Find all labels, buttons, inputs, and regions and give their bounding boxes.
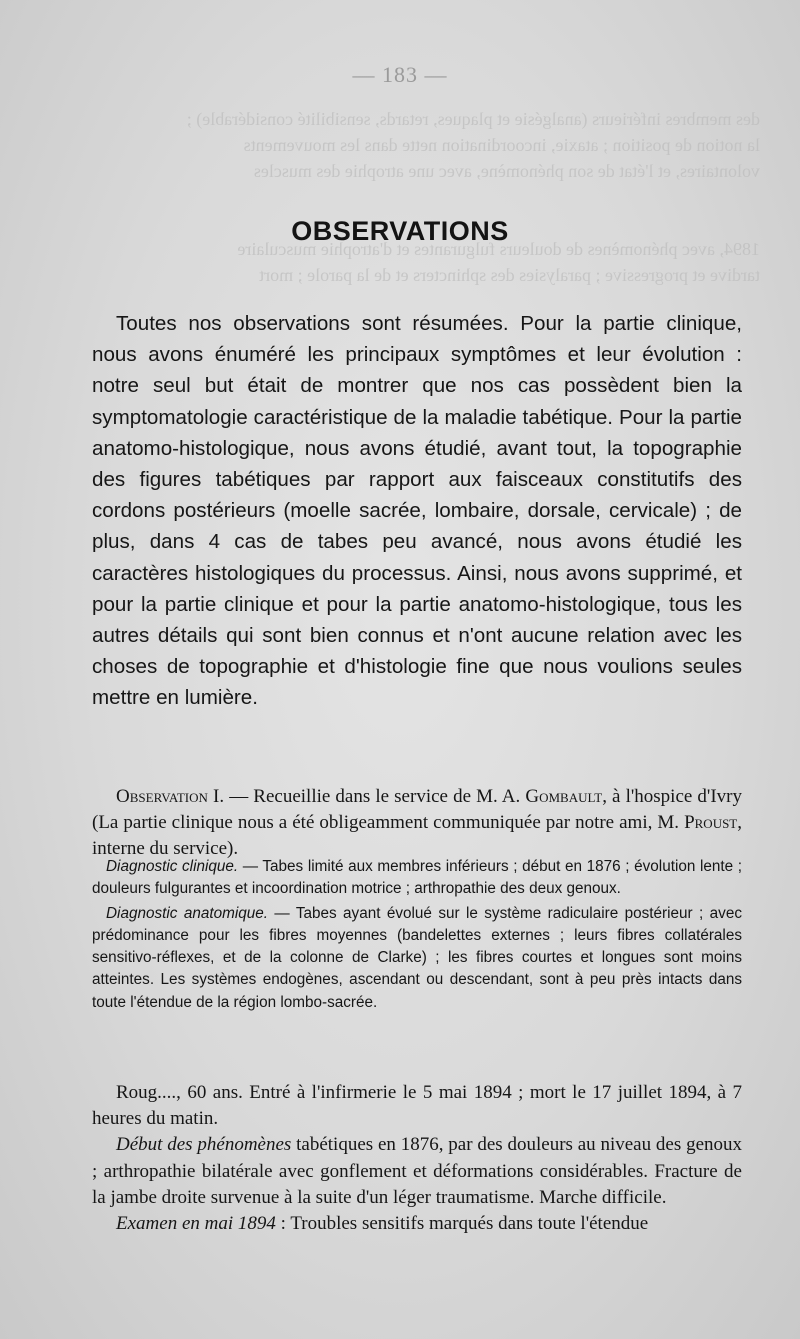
intro-section xyxy=(92,308,742,714)
anatomical-diagnosis-text: — Tabes ayant évolué sur le système radiculaire postérieur ; avec prédominance pour les fibres moyennes (bandelettes externes ; leurs fibres collatérales sensitivo-réflexes, et de la colonne de Clarke) ; les fibres courtes et longues sont moins atteintes. Les systèmes endogènes, ascendant ou descendant, sont à peu près intacts dans toute l'étendue de la région lombo-sacrée. xyxy=(92,904,742,1011)
observation-name-1: Gombault xyxy=(525,786,603,807)
clinical-diagnosis xyxy=(92,856,742,901)
bleed-through-text: 1894, avec phénomènes de douleurs fulgurantes et d'atrophie musculaire xyxy=(237,239,760,259)
anatomical-diagnosis xyxy=(92,903,742,1014)
bleed-through-text: tardive et progressive ; paralysies des sphincters et de la parole ; mort xyxy=(259,265,760,285)
clinical-diagnosis-text: — Tabes limité aux membres inférieurs ; début en 1876 ; évolution lente ; douleurs fulgurantes et incoordination motrice ; arthropathie des deux genoux. xyxy=(92,858,742,898)
onset-text: tabétiques en 1876, par des douleurs au niveau des genoux ; arthropathie bilatérale avec gonflement et déformations considérables. Fracture de la jambe droite survenue à la suite d'un léger traumatisme. Marche difficile. xyxy=(92,1134,742,1208)
exam-label: Examen en mai 1894 xyxy=(116,1213,276,1235)
exam-paragraph xyxy=(92,1211,742,1237)
observation-name-2: Proust xyxy=(684,812,738,833)
diagnostic-summary xyxy=(92,856,742,1016)
observation-text-2: , à l'hospice d'Ivry (La partie clinique nous a été obligeamment communiquée par notre ami, M. xyxy=(92,786,742,833)
bleed-through-text: des membres inférieurs (analgésie et plaques, retards, sensibilité considérable) ; xyxy=(186,109,760,129)
bleed-through-text: volontaires, et l'état de son phénomène, avec une atrophie des muscles xyxy=(253,161,760,181)
section-title: OBSERVATIONS xyxy=(291,216,509,247)
observation-heading xyxy=(92,784,742,862)
onset-paragraph xyxy=(92,1132,742,1211)
anatomical-diagnosis-label: Diagnostic anatomique. xyxy=(106,904,269,922)
clinical-diagnosis-label: Diagnostic clinique. xyxy=(106,858,239,875)
case-history xyxy=(92,1080,742,1237)
exam-text: : Troubles sensitifs marqués dans toute l'étendue xyxy=(275,1213,649,1235)
bleed-through-text: la notion de position ; ataxie, incoordination nette dans les mouvements xyxy=(243,135,760,155)
intro-paragraph: Toutes nos observations sont résumées. Pour la partie clinique, nous avons énuméré les principaux symptômes et leur évolution : notre seul but était de montrer que nos cas possèdent bien la symptomatologie caractéristique de la maladie tabétique. Pour la partie anatomo-histologique, nous avons étudié, avant tout, la topographie des figures tabétiques par rapport aux faisceaux constitutifs des cordons postérieurs (moelle sacrée, lombaire, dorsale, cervicale) ; de plus, dans 4 cas de tabes peu avancé, nous avons étudié les caractères histologiques du processus. Ainsi, nous avons supprimé, et pour la partie clinique et pour la partie anatomo-histologique, tous les autres détails qui sont bien connus et n'ont aucune relation avec les choses de topographie et d'histologie fine que nous voulions seules mettre en lumière. xyxy=(92,312,742,710)
patient-admission: Roug...., 60 ans. Entré à l'infirmerie le 5 mai 1894 ; mort le 17 juillet 1894, à 7 heures du matin. xyxy=(92,1082,742,1130)
observation-text-1: — Recueillie dans le service de M. A. xyxy=(224,786,526,807)
observation-label: Observation I. xyxy=(116,786,225,807)
onset-label: Début des phénomènes xyxy=(116,1134,292,1156)
page-number: — 183 — xyxy=(352,62,448,87)
observation-text-3: , interne du service). xyxy=(92,812,742,859)
